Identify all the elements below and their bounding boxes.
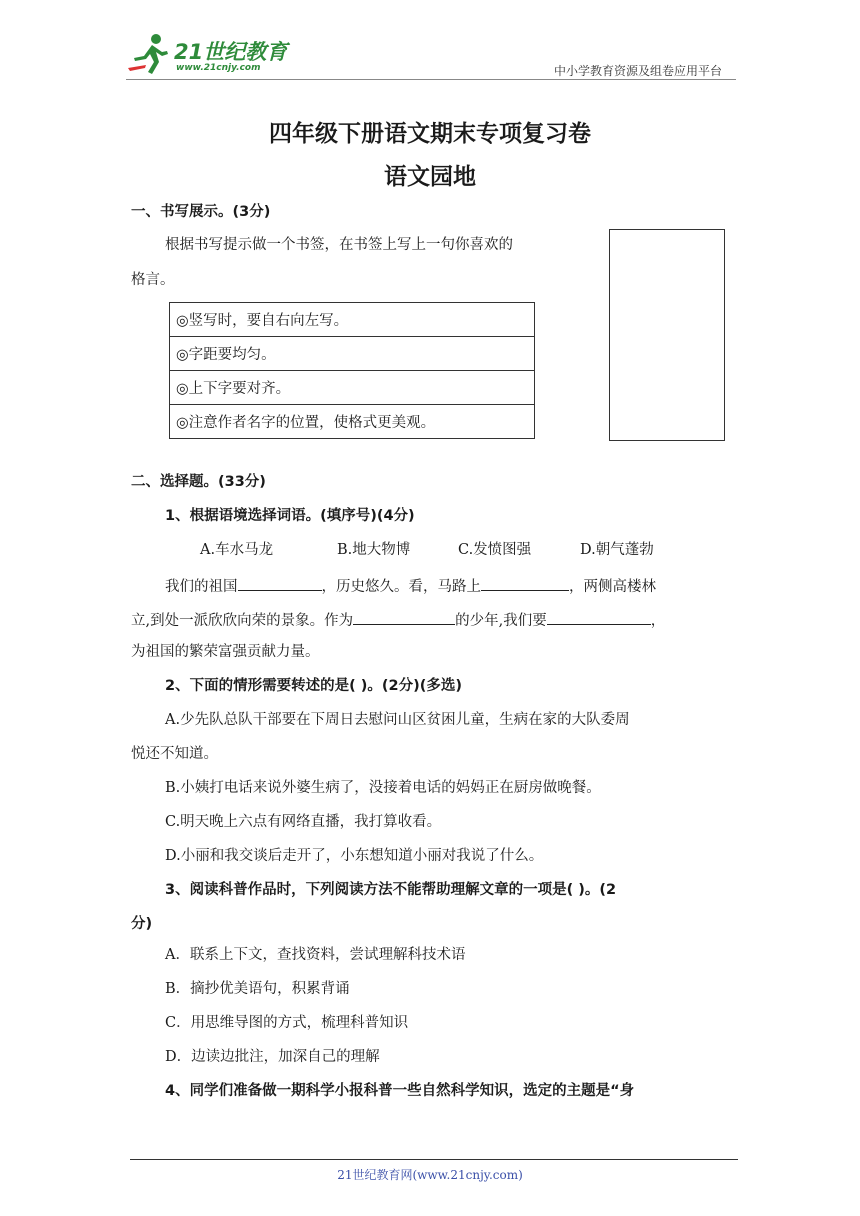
- q1-passage-line2: [131, 608, 665, 631]
- q1-blank-2[interactable]: [481, 574, 569, 591]
- q1-option-c: C.发愤图强: [458, 542, 532, 558]
- table-row: [170, 303, 535, 337]
- q1-option-b: B.地大物博: [337, 542, 411, 558]
- q2-option-d: D.小丽和我交谈后走开了，小东想知道小丽对我说了什么。: [165, 848, 544, 864]
- q1-text: 立,到处一派欣欣向荣的景象。作为: [131, 613, 354, 629]
- footer-text: 21世纪教育网(www.21cnjy.com): [337, 1168, 523, 1182]
- table-row: [170, 405, 535, 439]
- q1-option-d: D.朝气蓬勃: [580, 542, 654, 558]
- q1-stem: 1、根据语境选择词语。(填序号)(4分): [165, 508, 415, 524]
- q2-option-a-line1: A.少先队总队干部要在下周日去慰问山区贫困儿童，生病在家的大队委周: [165, 712, 630, 728]
- q1-blank-3[interactable]: [353, 608, 455, 625]
- q3-option-b: B．摘抄优美语句，积累背诵: [165, 981, 350, 997]
- section1-prompt-line2: 格言。: [131, 272, 175, 288]
- q1-text: ，两侧高楼林: [569, 579, 656, 595]
- runner-icon: [126, 32, 172, 76]
- header-platform-text: 中小学教育资源及组卷应用平台: [553, 64, 722, 78]
- q1-text: 我们的祖国: [165, 579, 238, 595]
- q1-blank-4[interactable]: [547, 608, 651, 625]
- site-logo: [126, 32, 296, 78]
- table-row: [170, 371, 535, 405]
- logo-url-text: www.21cnjy.com: [176, 63, 261, 73]
- header-divider: [126, 79, 736, 80]
- q1-text: ，: [650, 613, 666, 629]
- logo-brand-text: 21世纪教育: [174, 40, 288, 64]
- q3-option-a: A．联系上下文，查找资料，尝试理解科技术语: [165, 947, 466, 963]
- q1-option-a: A.车水马龙: [200, 542, 274, 558]
- tip-cell: ◎注意作者名字的位置，使格式更美观。: [170, 405, 535, 439]
- q1-text: ，历史悠久。看，马路上: [321, 579, 481, 595]
- q2-option-c: C.明天晚上六点有网络直播，我打算收看。: [165, 814, 442, 830]
- footer-divider: [130, 1159, 738, 1160]
- q3-option-c: C．用思维导图的方式，梳理科普知识: [165, 1015, 409, 1031]
- q1-blank-1[interactable]: [238, 574, 322, 591]
- q1-passage-line1: [165, 574, 656, 597]
- q3-stem-line1: 3、阅读科普作品时，下列阅读方法不能帮助理解文章的一项是( )。(2: [165, 882, 617, 898]
- bookmark-writing-box[interactable]: [609, 229, 725, 441]
- q1-passage-line3: 为祖国的繁荣富强贡献力量。: [131, 644, 320, 660]
- section1-prompt-line1: 根据书写提示做一个书签，在书签上写上一句你喜欢的: [165, 237, 513, 253]
- q2-stem: 2、下面的情形需要转述的是( )。(2分)(多选): [165, 678, 462, 694]
- table-row: [170, 337, 535, 371]
- tip-cell: ◎竖写时，要自右向左写。: [170, 303, 535, 337]
- writing-tips-table: [169, 302, 535, 439]
- section2-heading: 二、选择题。(33分): [131, 474, 266, 490]
- document-subtitle: 语文园地: [384, 164, 476, 190]
- q2-option-a-line2: 悦还不知道。: [131, 746, 218, 762]
- q3-stem-line2: 分): [131, 916, 153, 932]
- q3-option-d: D．边读边批注，加深自己的理解: [165, 1049, 380, 1065]
- tip-cell: ◎字距要均匀。: [170, 337, 535, 371]
- q1-text: 的少年,我们要: [455, 613, 547, 629]
- document-title: 四年级下册语文期末专项复习卷: [269, 121, 591, 147]
- section1-heading: 一、书写展示。(3分): [131, 204, 271, 220]
- q4-stem-line1: 4、同学们准备做一期科学小报科普一些自然科学知识，选定的主题是“身: [165, 1083, 635, 1099]
- q2-option-b: B.小姨打电话来说外婆生病了，没接着电话的妈妈正在厨房做晚餐。: [165, 780, 601, 796]
- tip-cell: ◎上下字要对齐。: [170, 371, 535, 405]
